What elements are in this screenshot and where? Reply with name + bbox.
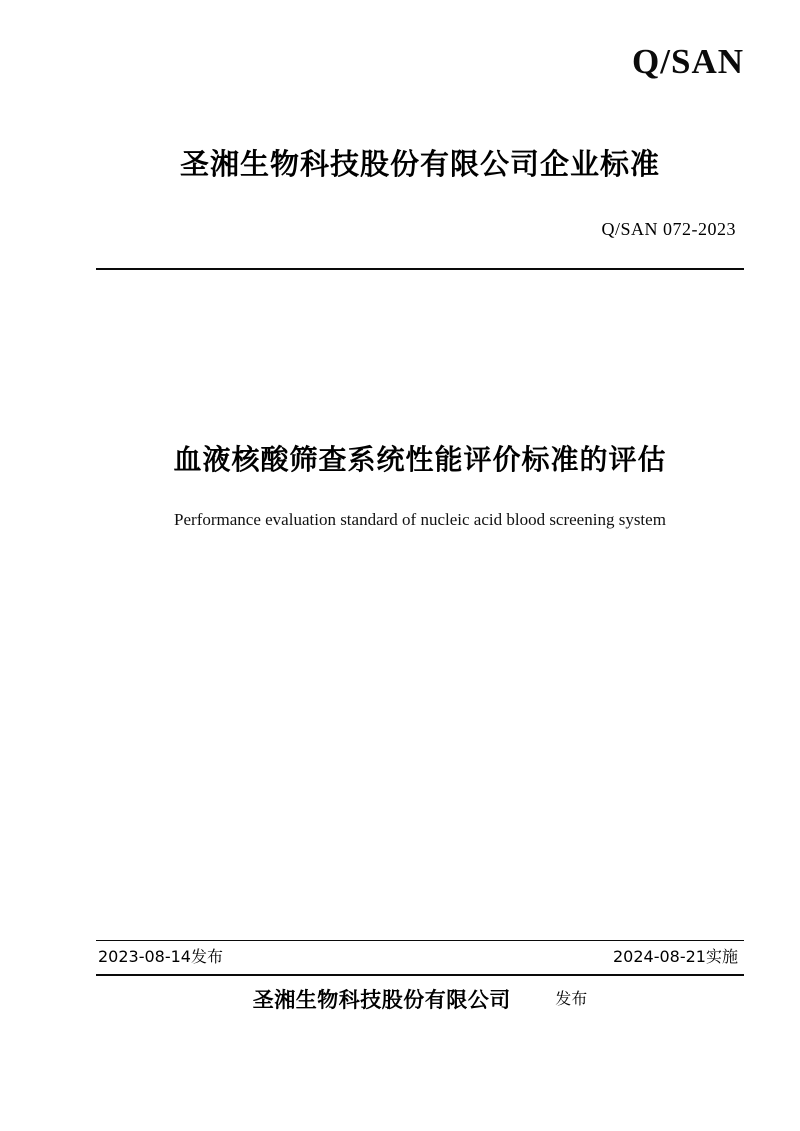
publish-verb: 发布 bbox=[555, 989, 588, 1008]
publisher-name: 圣湘生物科技股份有限公司 bbox=[252, 988, 511, 1012]
header-divider bbox=[96, 268, 744, 270]
dates-row bbox=[96, 944, 744, 974]
page-content bbox=[96, 0, 744, 1131]
footer-divider-bottom bbox=[96, 974, 744, 976]
effective-date: 2024-08-21实施 bbox=[613, 947, 738, 966]
issue-date: 2023-08-14发布 bbox=[98, 947, 223, 966]
page-title: 血液核酸筛查系统性能评价标准的评估 bbox=[173, 443, 667, 476]
company-standard-heading: 圣湘生物科技股份有限公司企业标准 bbox=[179, 147, 660, 181]
footer-divider-top bbox=[96, 940, 744, 941]
publisher-row bbox=[96, 984, 744, 1014]
company-logo: Q/SAN bbox=[632, 42, 744, 81]
standard-number: Q/SAN 072-2023 bbox=[601, 219, 736, 239]
page-subtitle: Performance evaluation standard of nucleic acid blood screening system bbox=[174, 510, 666, 529]
